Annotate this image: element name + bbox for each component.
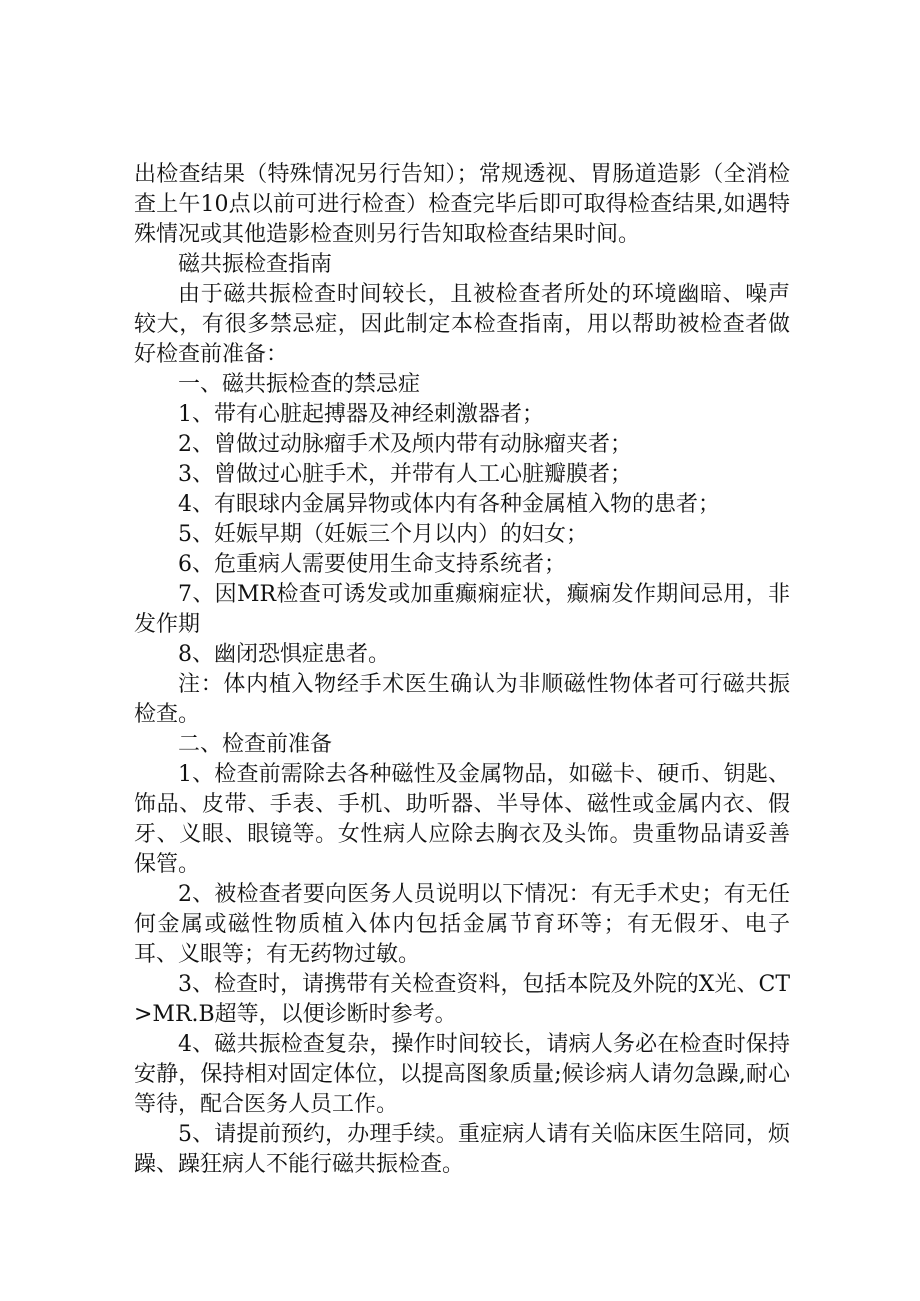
heading-contraindications: 一、磁共振检查的禁忌症 (178, 372, 421, 397)
list-item: 5、请提前预约，办理手续。重症病人请有关临床医生陪同，烦躁、躁狂病人不能行磁共振检查。 (134, 1122, 790, 1177)
list-item: 6、危重病人需要使用生命支持系统者； (178, 552, 566, 577)
list-item: 4、有眼球内金属异物或体内有各种金属植入物的患者； (178, 492, 720, 517)
section-title-mri-guide: 磁共振检查指南 (178, 252, 333, 277)
list-item: 7、因MR检查可诱发或加重癫痫症状，癫痫发作期间忌用，非发作期 (134, 582, 790, 637)
note-paragraph: 注：体内植入物经手术医生确认为非顺磁性物体者可行磁共振检查。 (134, 672, 790, 727)
list-item: 3、检查时，请携带有关检查资料，包括本院及外院的X光、CT>MR.B超等，以便诊断时参考。 (134, 972, 790, 1027)
list-item: 8、幽闭恐惧症患者。 (178, 642, 390, 667)
list-item: 3、曾做过心脏手术，并带有人工心脏瓣膜者； (178, 462, 632, 487)
paragraph-continuation: 出检查结果（特殊情况另行告知）；常规透视、胃肠道造影（全消检查上午10点以前可进行检查）检查完毕后即可取得检查结果,如遇特殊情况或其他造影检查则另行告知取检查结果时间。 (134, 162, 790, 247)
heading-preparation: 二、检查前准备 (178, 732, 333, 757)
list-item: 1、检查前需除去各种磁性及金属物品，如磁卡、硬币、钥匙、饰品、皮带、手表、手机、助听器、半导体、磁性或金属内衣、假牙、义眼、眼镜等。女性病人应除去胸衣及头饰。贵重物品请妥善保管。 (134, 762, 790, 877)
list-item: 4、磁共振检查复杂，操作时间较长，请病人务必在检查时保持安静，保持相对固定体位，以提高图象质量;候诊病人请勿急躁,耐心等待，配合医务人员工作。 (134, 1032, 790, 1117)
list-item: 2、被检查者要向医务人员说明以下情况：有无手术史；有无任何金属或磁性物质植入体内包括金属节育环等；有无假牙、电子耳、义眼等；有无药物过敏。 (134, 882, 790, 967)
paragraph-intro: 由于磁共振检查时间较长，且被检查者所处的环境幽暗、噪声较大，有很多禁忌症，因此制定本检查指南，用以帮助被检查者做好检查前准备： (134, 282, 790, 367)
list-item: 5、妊娠早期（妊娠三个月以内）的妇女； (178, 522, 588, 547)
document-body (134, 160, 790, 1180)
list-item: 1、带有心脏起搏器及神经刺激器者； (178, 402, 544, 427)
list-item: 2、曾做过动脉瘤手术及颅内带有动脉瘤夹者； (178, 432, 632, 457)
